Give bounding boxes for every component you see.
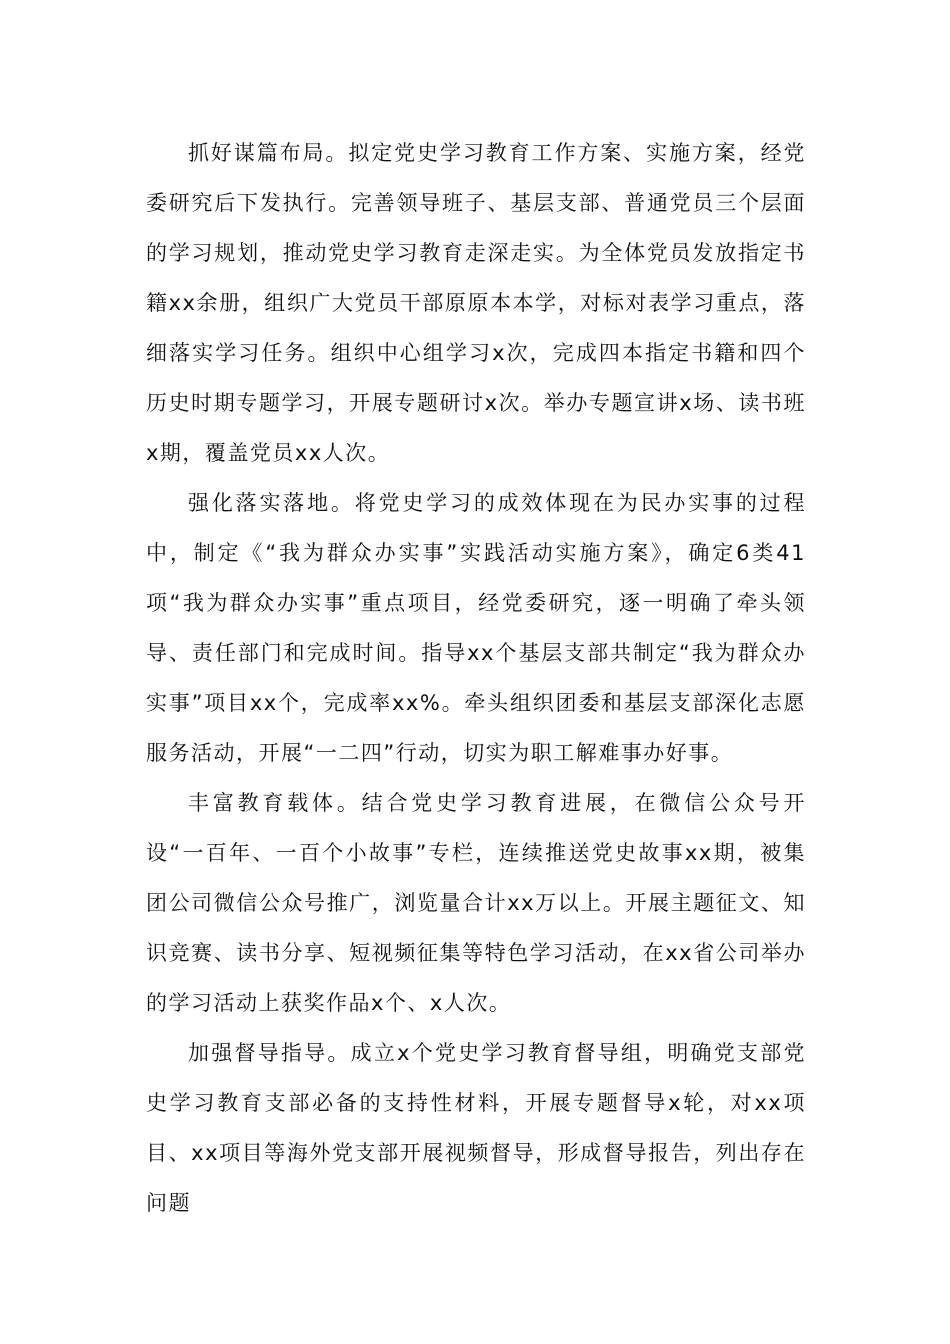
paragraph-supervision: 加强督导指导。成立x个党史学习教育督导组，明确党支部党史学习教育支部必备的支持性材料，开展专题督导x轮，对xx项目、xx项目等海外党支部开展视频督导，形成督导报告，列出存在问题	[146, 1041, 806, 1215]
document-body	[146, 128, 806, 1228]
paragraph-implementation: 强化落实落地。将党史学习的成效体现在为民办实事的过程中，制定《“我为群众办实事”实践活动实施方案》，确定6类41项“我为群众办实事”重点项目，经党委研究，逐一明确了牵头领导、责任部门和完成时间。指导xx个基层支部共制定“我为群众办实事”项目xx个，完成率xx%。牵头组织团委和基层支部深化志愿服务活动，开展“一二四”行动，切实为职工解难事办好事。	[146, 491, 806, 765]
paragraph-education-carriers: 丰富教育载体。结合党史学习教育进展，在微信公众号开设“一百年、一百个小故事”专栏，连续推送党史故事xx期，被集团公司微信公众号推广，浏览量合计xx万以上。开展主题征文、知识竞赛、读书分享、短视频征集等特色学习活动，在xx省公司举办的学习活动上获奖作品x个、x人次。	[146, 791, 806, 1015]
paragraph-study-planning: 抓好谋篇布局。拟定党史学习教育工作方案、实施方案，经党委研究后下发执行。完善领导班子、基层支部、普通党员三个层面的学习规划，推动党史学习教育走深走实。为全体党员发放指定书籍xx余册，组织广大党员干部原原本本学，对标对表学习重点，落细落实学习任务。组织中心组学习x次，完成四本指定书籍和四个历史时期专题学习，开展专题研讨x次。举办专题宣讲x场、读书班x期，覆盖党员xx人次。	[146, 141, 806, 465]
